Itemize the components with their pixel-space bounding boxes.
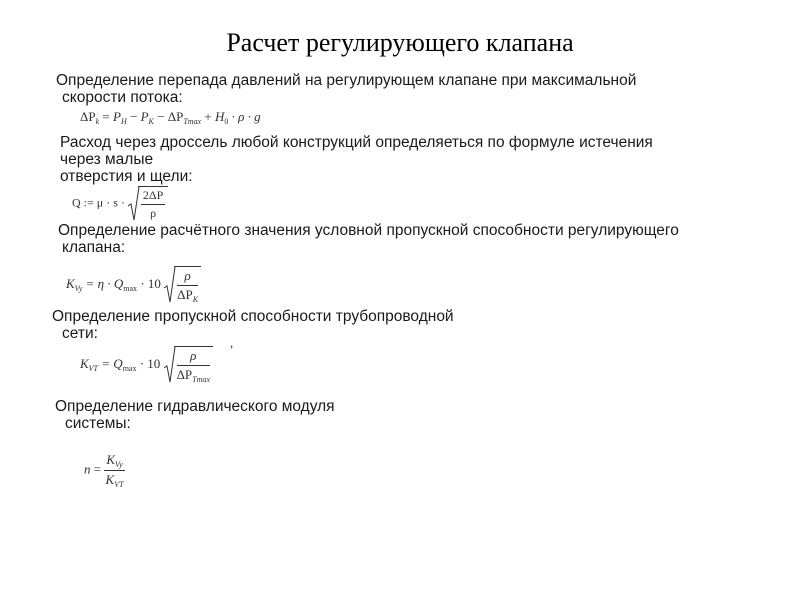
page-title: Расчет регулирующего клапана xyxy=(226,28,574,57)
formula-kvt: $K_{VT} = Q_{max} \cdot 10$ $\frac{\rho}{\Delta P_{Tmax}}$ xyxy=(80,346,213,384)
paragraph-pressure-drop: Определение перепада давлений на регулирующем клапане при максимальной скорости потока: xyxy=(56,72,637,106)
formula-pressure-drop: $\Delta P_k = P_H - P_K - \Delta P_{Tmax} + H_0 \cdot \rho \cdot g$ xyxy=(80,109,261,126)
paragraph-nominal-capacity: Определение расчётного значения условной пропускной способности регулирующего клапана: xyxy=(58,222,679,256)
radical-icon xyxy=(128,186,140,222)
formula-orifice-flow: Q := μ · s · $\frac{2\Delta P}{\rho}$ xyxy=(72,186,168,221)
formula-kvy: $K_{Vy} = \eta \cdot Q_{max} \cdot 10$ $\frac{\rho}{\Delta P_K}$ xyxy=(66,266,201,304)
paragraph-throttle-flow: Расход через дроссель любой конструкций определяеться по формуле истечения через малые отверстия и щели: xyxy=(60,134,653,185)
radical-icon xyxy=(164,346,176,384)
paragraph-pipeline-capacity: Определение пропускной способности трубопроводной сети: xyxy=(52,308,454,342)
sqrt-sign: $\frac{\rho}{\Delta P_{Tmax}}$ xyxy=(164,346,213,384)
paragraph-hydraulic-module: Определение гидравлического модуля системы: xyxy=(55,398,335,432)
formula-hydraulic-module: n = $\frac{K_{Vy}}{K_{VT}}$ xyxy=(84,452,124,489)
sqrt-sign: $\frac{2\Delta P}{\rho}$ xyxy=(128,186,168,221)
stray-comma: , xyxy=(230,336,234,350)
radical-icon xyxy=(164,266,176,304)
sqrt-sign: $\frac{\rho}{\Delta P_K}$ xyxy=(164,266,201,304)
